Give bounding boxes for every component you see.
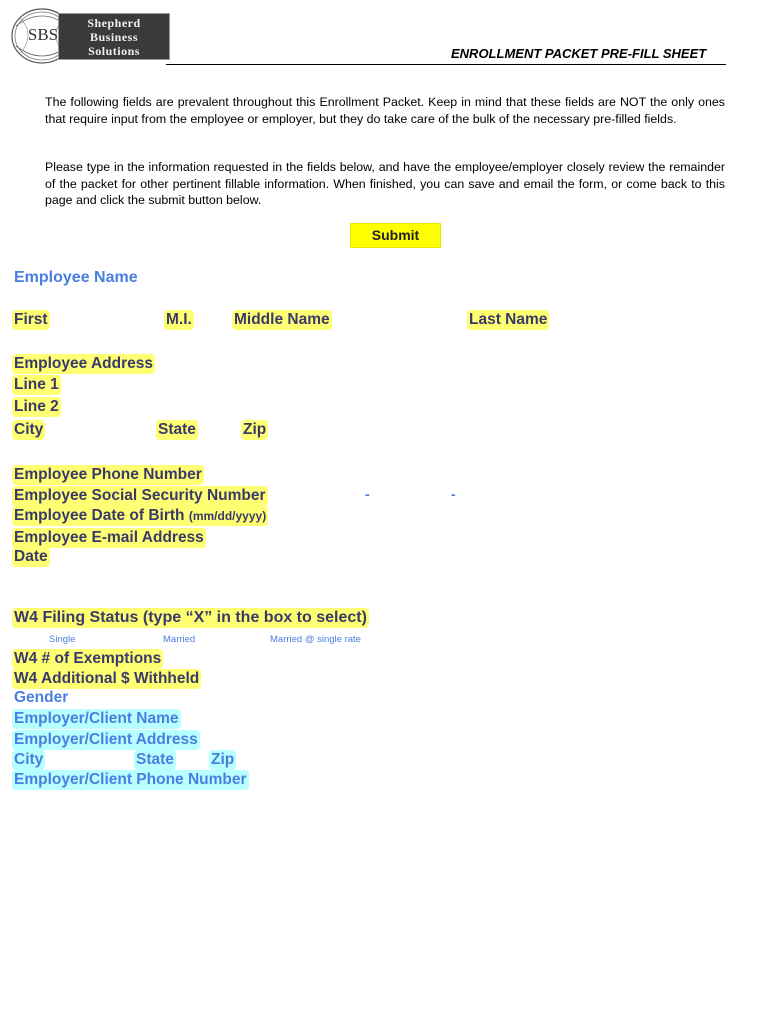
- ssn-part3-field[interactable]: [464, 487, 548, 507]
- logo-word-3: Solutions: [88, 44, 140, 58]
- employer-city-label: City: [14, 751, 44, 768]
- logo-word-1: Shepherd: [87, 16, 141, 30]
- date-field[interactable]: [56, 548, 180, 568]
- ssn-dash-1: -: [365, 486, 370, 502]
- employee-phone-field[interactable]: [220, 466, 404, 486]
- employer-phone-field[interactable]: [268, 771, 472, 791]
- ssn-part1-field[interactable]: [288, 487, 362, 507]
- employer-city-field[interactable]: [52, 751, 134, 771]
- employee-name-heading: Employee Name: [14, 269, 138, 286]
- employee-email-field[interactable]: [222, 529, 486, 549]
- dob-label-text: Employee Date of Birth: [14, 507, 185, 524]
- logo-initials: SBS: [27, 25, 59, 44]
- w4-option-married[interactable]: Married: [163, 634, 196, 645]
- city-field[interactable]: [52, 421, 156, 441]
- logo-wordmark: [58, 13, 170, 60]
- address-line1-field[interactable]: [68, 376, 472, 396]
- gender-label: Gender: [14, 689, 69, 706]
- employer-zip-label: Zip: [211, 751, 235, 768]
- employee-email-label: Employee E-mail Address: [14, 529, 204, 546]
- zip-field[interactable]: [276, 421, 370, 441]
- middle-initial-label: M.I.: [166, 311, 192, 328]
- title-divider: [166, 64, 726, 65]
- middle-name-label: Middle Name: [234, 311, 330, 328]
- submit-button[interactable]: Submit: [350, 223, 441, 248]
- employee-dob-label: [12, 506, 268, 526]
- middle-name-field[interactable]: [340, 311, 464, 331]
- zip-label: Zip: [243, 421, 267, 438]
- employee-ssn-label: Employee Social Security Number: [14, 487, 266, 504]
- ssn-dash-2: -: [451, 486, 456, 502]
- address-line2-field[interactable]: [68, 398, 472, 418]
- employer-name-field[interactable]: [196, 710, 460, 730]
- last-name-label: Last Name: [469, 311, 548, 328]
- intro-paragraph-2: Please type in the information requested in the fields below, and have the employee/employer closely review the remainder of the packet for other pertinent fillable information. When finished, you can save and email the form, or come back to this page and click the submit button below.: [45, 160, 725, 207]
- employer-address-label: Employer/Client Address: [14, 731, 198, 748]
- employee-phone-label: Employee Phone Number: [14, 466, 202, 483]
- employee-dob-field[interactable]: [295, 507, 419, 527]
- employer-zip-field[interactable]: [244, 751, 338, 771]
- last-name-field[interactable]: [556, 311, 720, 331]
- city-label: City: [14, 421, 44, 438]
- middle-initial-field[interactable]: [198, 311, 232, 331]
- company-logo: [6, 4, 166, 68]
- address-line1-label: Line 1: [14, 376, 59, 393]
- state-label: State: [158, 421, 196, 438]
- employer-name-label: Employer/Client Name: [14, 710, 179, 727]
- w4-exemptions-field[interactable]: [178, 650, 262, 670]
- date-label: Date: [14, 548, 48, 565]
- page-title: ENROLLMENT PACKET PRE-FILL SHEET: [451, 46, 707, 61]
- employer-address-field[interactable]: [216, 731, 480, 751]
- logo-word-2: Business: [89, 30, 139, 44]
- state-field[interactable]: [206, 421, 242, 441]
- employee-address-label: Employee Address: [14, 355, 153, 372]
- ssn-part2-field[interactable]: [378, 487, 450, 507]
- intro-paragraph-1: The following fields are prevalent throughout this Enrollment Packet. Keep in mind that these fields are NOT the only ones that require input from the employee or employer, but they do take care of the bulk of the necessary pre-filled fields.: [45, 95, 725, 126]
- w4-additional-label: W4 Additional $ Withheld: [14, 670, 200, 687]
- dob-format-hint: (mm/dd/yyyy): [188, 509, 267, 523]
- address-line2-label: Line 2: [14, 398, 59, 415]
- w4-additional-field[interactable]: [218, 670, 322, 690]
- w4-filing-status-label: W4 Filing Status (type “X” in the box to select): [14, 609, 367, 626]
- employer-phone-label: Employer/Client Phone Number: [14, 771, 247, 788]
- w4-option-single[interactable]: Single: [49, 634, 76, 645]
- first-name-label: First: [14, 311, 48, 328]
- employer-state-field[interactable]: [182, 751, 210, 771]
- w4-exemptions-label: W4 # of Exemptions: [14, 650, 162, 667]
- employer-state-label: State: [136, 751, 174, 768]
- w4-option-married-single-rate[interactable]: Married @ single rate: [270, 634, 361, 645]
- first-name-field[interactable]: [56, 311, 160, 331]
- gender-field[interactable]: [80, 690, 184, 710]
